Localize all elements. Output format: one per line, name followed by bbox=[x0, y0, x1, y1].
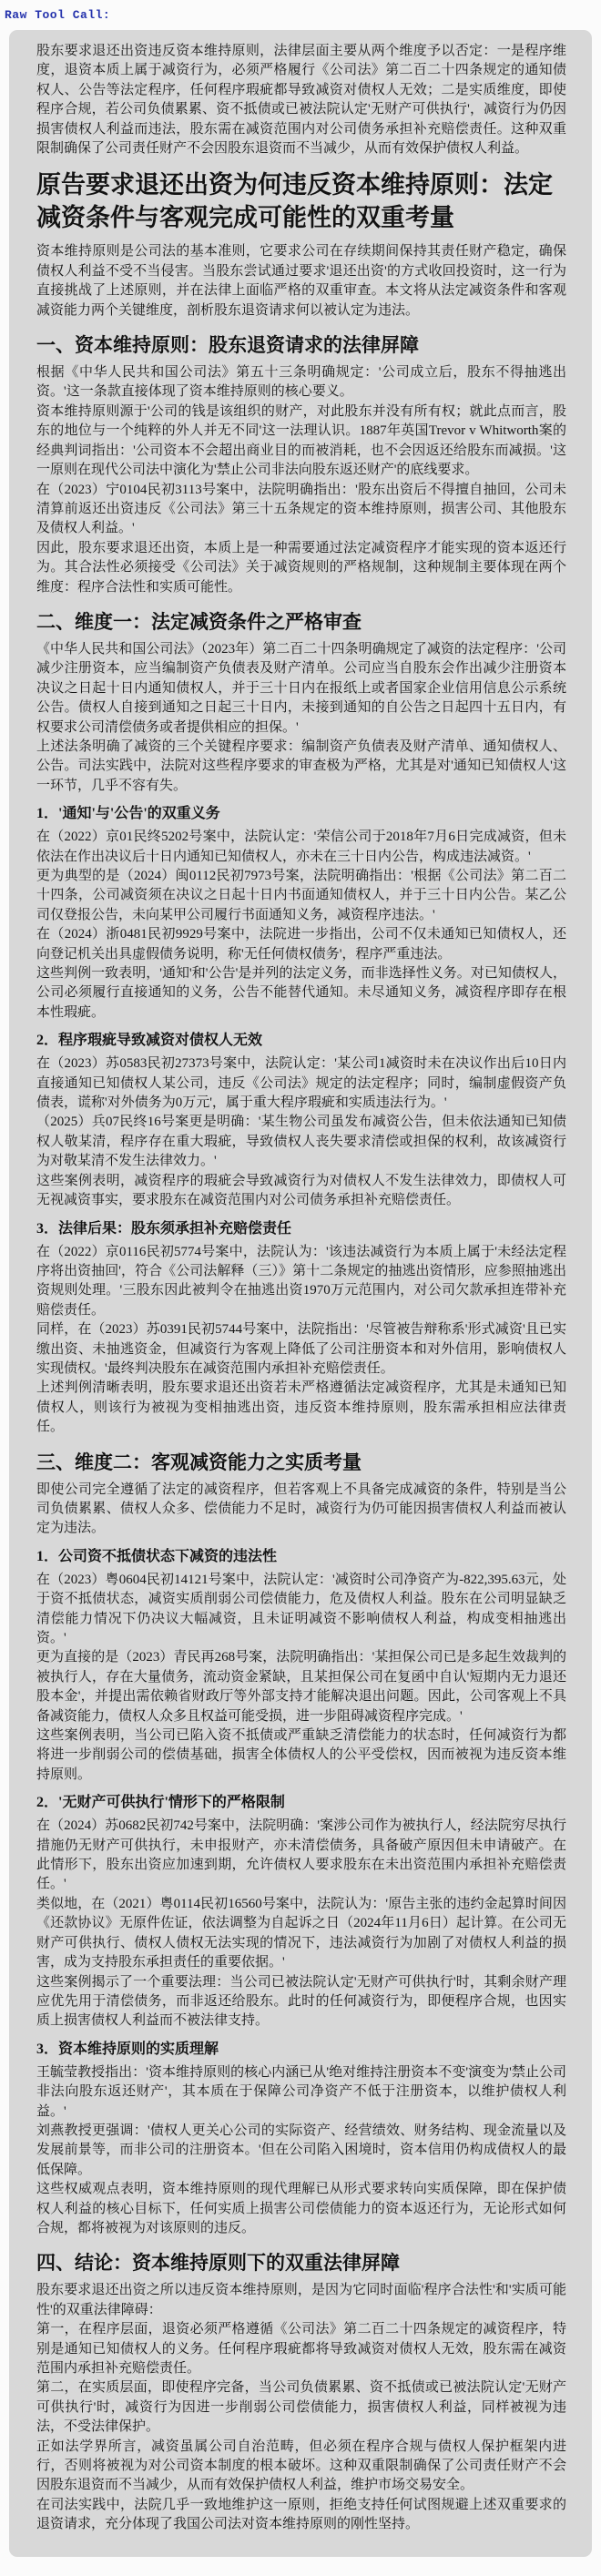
section-heading: 一、资本维持原则：股东退资请求的法律屏障 bbox=[36, 334, 419, 357]
section-heading: 四、结论：资本维持原则下的双重法律屏障 bbox=[36, 2252, 400, 2275]
result-summary-paragraph: 股东要求退还出资违反资本维持原则，法律层面主要从两个维度予以否定：一是程序维度，退资本质上属于减资行为，必须严格履行《公司法》第二百二十四条规定的通知债权人、公告等法定程序，任何程序瑕疵都导致减资对债权人无效；二是实质维度，即使程序合规，若公司负债累累、资不抵债或已被法院认定'无财产可供执行'，减资行为仍因损害债权人利益而违法，股东需在减资范围内对公司债务承担补充赔偿责任。这种双重限制确保了公司责任财产不会因股东退资而不当减少，从而有效保护债权人利益。 bbox=[36, 44, 566, 157]
paragraph: 正如法学界所言，减资虽属公司自治范畴，但必须在程序合规与债权人保护框架内进行，否则将被视为对公司资本制度的根本破坏。这种双重限制确保了公司责任财产不会因股东退资而不当减少，从而有效保护债权人利益，维护市场交易安全。 bbox=[36, 2439, 566, 2493]
subsection-heading: 2．程序瑕疵导致减资对债权人无效 bbox=[36, 1033, 263, 1049]
paragraph: 在（2023）粤0604民初14121号案中，法院认定：'减资时公司净资产为-822,395.63元，处于资不抵债状态，减资实质削弱公司偿债能力，危及债权人利益。股东在公司明显缺乏清偿能力情况下仍决议大幅减资，且未证明减资不影响债权人利益，构成变相抽逃出资。' bbox=[36, 1572, 566, 1645]
subsection-heading: 2．'无财产可供执行'情形下的严格限制 bbox=[36, 1795, 285, 1811]
paragraph: 在（2022）京0116民初5774号案中，法院认为：'该违法减资行为本质上属于'未经法定程序将出资抽回'，符合《公司法解释（三）》第十二条规定的抽逃出资情形，应参照抽逃出资规则处理。'三股东因此被判令在抽逃出资1970万元范围内，对公司欠款承担连带补充赔偿责任。 bbox=[36, 1244, 566, 1318]
paragraph: 这些权威观点表明，资本维持原则的现代理解已从形式要求转向实质保障，即在保护债权人利益的核心目标下，任何实质上损害公司偿债能力的资本返还行为，无论形式如何合规，都将被视为对该原则的违反。 bbox=[36, 2182, 566, 2235]
subsection-heading: 3．法律后果：股东须承担补充赔偿责任 bbox=[36, 1220, 292, 1237]
paragraph: 在（2024）浙0481民初9929号案中，法院进一步指出，公司不仅未通知已知债权人，还向登记机关出具虚假债务说明，称'无任何债权债务'，程序严重违法。 bbox=[36, 927, 566, 962]
paragraph: 这些案例表明，减资程序的瑕疵会导致减资行为对债权人不发生法律效力，即债权人可无视减资事实，要求股东在减资范围内对公司债务承担补充赔偿责任。 bbox=[36, 1173, 566, 1208]
paragraph: 在（2023）宁0104民初3113号案中，法院明确指出：'股东出资后不得擅自抽回，公司未清算前返还出资违反《公司法》第三十五条规定的资本维持原则，损害公司、其他股东及债权人利益。' bbox=[36, 482, 566, 536]
paragraph: （2025）兵07民终16号案更是明确：'某生物公司虽发布减资公告，但未依法通知已知债权人敬某清，程序存在重大瑕疵，导致债权人丧失要求清偿或担保的权利，故该减资行为对敬某清不发生法律效力。' bbox=[36, 1115, 566, 1169]
paragraph: 同样，在（2023）苏0391民初5744号案中，法院指出：'尽管被告辩称系'形式减资'且已实缴出资、未抽逃资金，但减资行为客观上降低了公司注册资本和对外信用，影响债权人实现债权。'最终判决股东在减资范围内承担补充赔偿责任。 bbox=[36, 1322, 566, 1376]
paragraph: 股东要求退还出资之所以违反资本维持原则，是因为它同时面临'程序合法性'和'实质可能性'的双重法律障碍： bbox=[36, 2283, 566, 2317]
paragraph: 第二，在实质层面，即使程序完备，当公司负债累累、资不抵债或已被法院认定'无财产可供执行'时，减资行为因进一步削弱公司偿债能力，损害债权人利益，同样被视为违法，不受法律保护。 bbox=[36, 2380, 566, 2435]
paragraph: 类似地，在（2021）粤0114民初16560号案中，法院认为：'原告主张的违约金起算时间因《还款协议》无原件佐证，依法调整为自起诉之日（2024年11月6日）起计算。在公司无财产可供执行、债权人债权无法实现的情况下，违法减资行为加剧了对债权人利益的损害，成为支持股东承担责任的重要依据。' bbox=[36, 1896, 566, 1970]
article-intro-paragraph: 资本维持原则是公司法的基本准则，它要求公司在存续期间保持其责任财产稳定，确保债权人利益不受不当侵害。当股东尝试通过要求'退还出资'的方式收回投资时，这一行为直接挑战了上述原则，并在法律上面临严格的双重审查。本文将从法定减资条件和客观减资能力两个关键维度，剖析股东退资请求何以被认定为违法。 bbox=[36, 244, 566, 318]
paragraph: 第一，在程序层面，退资必须严格遵循《公司法》第二百二十四条规定的减资程序，特别是通知已知债权人的义务。任何程序瑕疵都将导致减资对债权人无效，股东需在减资范围内承担补充赔偿责任。 bbox=[36, 2322, 566, 2376]
paragraph: 在（2022）京01民终5202号案中，法院认定：'荣信公司于2018年7月6日完成减资，但未依法在作出决议后十日内通知已知债权人，亦未在三十日内公告，构成违法减资。' bbox=[36, 830, 566, 864]
paragraph: 上述判例清晰表明，股东要求退还出资若未严格遵循法定减资程序，尤其是未通知已知债权人，则该行为被视为变相抽逃出资，违反资本维持原则，股东需承担相应法律责任。 bbox=[36, 1380, 566, 1435]
subsection-heading: 1．公司资不抵债状态下减资的违法性 bbox=[36, 1548, 278, 1564]
paragraph: 在（2023）苏0583民初27373号案中，法院认定：'某公司1减资时未在决议作出后10日内直接通知已知债权人某公司，违反《公司法》规定的法定程序；同时，编制虚假资产负债表，谎称'对外债务为0万元'，属于重大程序瑕疵和实质违法行为。' bbox=[36, 1056, 566, 1111]
paragraph: 在（2024）苏0682民初742号案中，法院明确：'案涉公司作为被执行人，经法院穷尽执行措施仍无财产可供执行，未申报财产，亦未清偿债务，具备破产原因但未申请破产。在此情形下，股东出资应加速到期，允许债权人要求股东在未出资范围内承担补充赔偿责任。' bbox=[36, 1818, 566, 1892]
paragraph: 根据《中华人民共和国公司法》第五十三条明确规定：'公司成立后，股东不得抽逃出资。'这一条款直接体现了资本维持原则的核心要义。 bbox=[36, 365, 566, 400]
section-heading: 三、维度二：客观减资能力之实质考量 bbox=[36, 1451, 362, 1473]
article-body bbox=[36, 332, 566, 2535]
paragraph: 《中华人民共和国公司法》（2023年）第二百二十四条明确规定了减资的法定程序：'公司减少注册资本，应当编制资产负债表及财产清单。公司应当自股东会作出减少注册资本决议之日起十日内通知债权人，并于三十日内在报纸上或者国家企业信用信息公示系统公告。债权人自接到通知之日起三十日内，未接到通知的自公告之日起四十五日内，有权要求公司清偿债务或者提供相应的担保。' bbox=[36, 641, 566, 735]
paragraph: 上述法条明确了减资的三个关键程序要求：编制资产负债表及财产清单、通知债权人、公告。司法实践中，法院对这些程序要求的审查极为严格，尤其是对'通知已知债权人'这一环节，几乎不容有失。 bbox=[36, 738, 566, 793]
paragraph: 即使公司完全遵循了法定的减资程序，但若客观上不具备完成减资的条件，特别是当公司负债累累、债权人众多、偿债能力不足时，减资行为仍可能因损害债权人利益而被认定为违法。 bbox=[36, 1481, 566, 1536]
paragraph: 因此，股东要求退还出资，本质上是一种需要通过法定减资程序才能实现的资本返还行为。其合法性必须接受《公司法》关于减资规则的严格规制，这种规制主要体现在两个维度：程序合法性和实质可能性。 bbox=[36, 540, 566, 595]
paragraph: 这些案例揭示了一个重要法理：当公司已被法院认定'无财产可供执行'时，其剩余财产理应优先用于清偿债务，而非返还给股东。此时的任何减资行为，即便程序合规，也因实质上损害债权人利益而不被法律支持。 bbox=[36, 1974, 566, 2029]
raw-tool-call-label: Raw Tool Call: bbox=[5, 8, 111, 22]
subsection-heading: 1．'通知'与'公告'的双重义务 bbox=[36, 806, 220, 822]
paragraph: 这些案例表明，当公司已陷入资不抵债或严重缺乏清偿能力的状态时，任何减资行为都将进一步削弱公司的偿债基础，损害全体债权人的公平受偿权，因而被视为违反资本维持原则。 bbox=[36, 1728, 566, 1782]
subsection-heading: 3．资本维持原则的实质理解 bbox=[36, 2041, 219, 2057]
tool-result-box bbox=[9, 30, 592, 2557]
article-title: 原告要求退还出资为何违反资本维持原则：法定减资条件与客观完成可能性的双重考量 bbox=[36, 171, 553, 232]
paragraph: 王毓莹教授指出：'资本维持原则的核心内涵已从'绝对维持注册资本不变'演变为'禁止公司非法向股东返还财产'，其本质在于保障公司净资产不低于注册资本，以维护债权人利益。' bbox=[36, 2064, 566, 2119]
paragraph: 这些判例一致表明，'通知'和'公告'是并列的法定义务，而非选择性义务。对已知债权人，公司必须履行直接通知的义务，公告不能替代通知。未尽通知义务，减资程序即存在根本性瑕疵。 bbox=[36, 966, 566, 1020]
section-heading: 二、维度一：法定减资条件之严格审查 bbox=[36, 610, 362, 633]
paragraph: 更为直接的是（2023）青民再268号案，法院明确指出：'某担保公司已是多起生效裁判的被执行人，存在大量债务，流动资金紧缺，且某担保公司在复函中自认'短期内无力退还股本金'，并提出需依赖省财政厅等外部支持才能解决退出问题。因此，公司客观上不具备减资能力，债权人众多且权益可能受损，进一步阻碍减资程序完成。' bbox=[36, 1650, 566, 1724]
paragraph: 在司法实践中，法院几乎一致地维护这一原则，拒绝支持任何试图规避上述双重要求的退资请求，充分体现了我国公司法对资本维持原则的刚性坚持。 bbox=[36, 2497, 566, 2532]
paragraph: 资本维持原则源于'公司的钱是该组织的财产，对此股东并没有所有权；就此点而言，股东的地位与一个纯粹的外人并无不同'这一法理认识。1887年英国Trevor v Whitworth案的经典判词指出：'公司资本不会超出商业目的而被消耗，也不会因返还给股东而减损。'这一原则在现代公司法中演化为'禁止公司非法向股东返还财产'的底线要求。 bbox=[36, 403, 566, 478]
paragraph: 刘燕教授更强调：'债权人更关心公司的实际资产、经营绩效、财务结构、现金流量以及发展前景等，而非公司的注册资本。'但在公司陷入困境时，资本信用仍构成债权人的最低保障。 bbox=[36, 2123, 566, 2177]
paragraph: 更为典型的是（2024）闽0112民初7973号案，法院明确指出：'根据《公司法》第二百二十四条，公司减资须在决议之日起十日内书面通知债权人，并于三十日内公告。某乙公司仅登报公告，未向某甲公司履行书面通知义务，减资程序违法。' bbox=[36, 869, 566, 922]
